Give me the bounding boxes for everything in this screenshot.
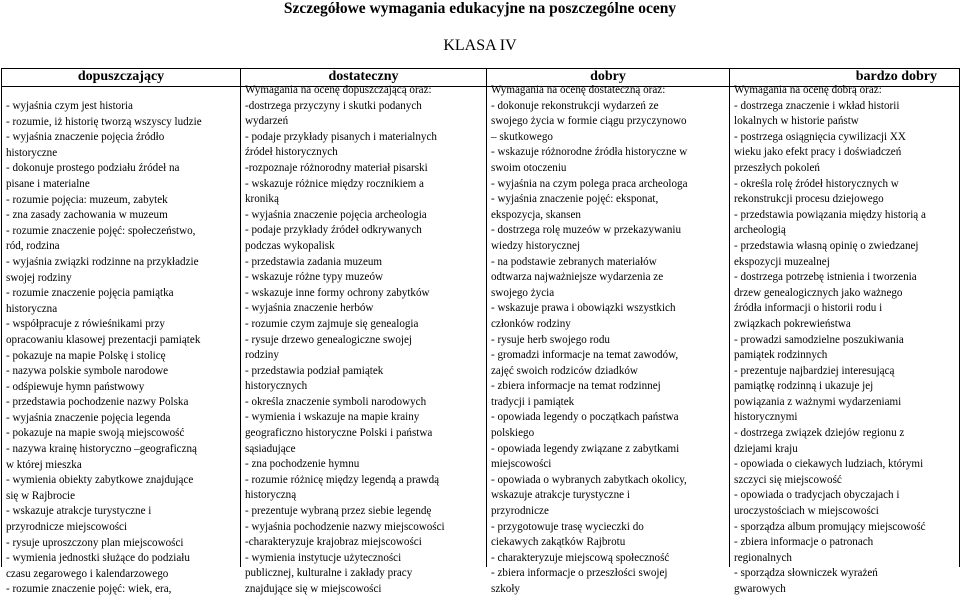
requirement-line: się w Rajbrocie <box>6 489 76 502</box>
requirement-line: wskazuje atrakcje turystyczne i <box>491 489 630 502</box>
requirement-line: historyczna <box>6 302 58 315</box>
requirement-line: - dokonuje prostego podziału źródeł na <box>6 162 180 175</box>
requirement-line: - sporządza album promujący miejscowość <box>734 520 926 533</box>
requirement-line: - wyjaśnia czym jest historia <box>6 100 133 112</box>
requirement-line: - dokonuje rekonstrukcji wydarzeń ze <box>491 99 659 112</box>
requirement-line: - podaje przykłady pisanych i materialnych <box>245 130 437 143</box>
requirement-line: geograficzno historyczne Polski i państwa <box>245 427 433 440</box>
class-heading: KLASA IV <box>443 37 517 54</box>
requirement-line: - podaje przykłady źródeł odkrywanych <box>245 224 422 237</box>
header-bardzo-dobry: bardzo dobry <box>855 69 937 84</box>
requirement-line: szczyci się miejscowość <box>734 473 842 486</box>
column-subheader: Wymagania na ocenę dobrą oraz: <box>734 84 882 96</box>
requirement-line: - rozumie znaczenie pojęć: społeczeństwo, <box>6 224 196 237</box>
requirement-line: ciekawych zakątków Rajbrotu <box>491 536 626 549</box>
column-dopuszczajacy <box>6 99 238 598</box>
requirement-line: - prezentuje wybraną przez siebie legendę <box>245 505 432 518</box>
column-dostateczny <box>245 83 485 598</box>
requirement-line: zajęć swoich rodziców dziadków <box>491 364 638 377</box>
requirement-line: - rysuje uproszczony plan miejscowości <box>6 536 184 549</box>
requirement-line: - opowiada o ciekawych ludziach, którymi <box>734 458 924 471</box>
requirement-line: - wyjaśnia na czym polega praca archeologa <box>491 177 688 190</box>
requirement-line: - wskazuje różnice między rocznikiem a <box>245 177 424 190</box>
requirement-line: sąsiadujące <box>245 442 296 455</box>
requirement-line: – skutkowego <box>491 130 553 143</box>
requirement-line: drzew genealogicznych jako ważnego <box>734 286 903 299</box>
column-subheader: Wymagania na ocenę dopuszczającą oraz: <box>245 84 432 96</box>
requirement-line: - dostrzega rolę muzeów w przekazywaniu <box>491 224 682 237</box>
requirement-line: - rozumie znaczenie pojęć: wiek, era, <box>6 583 172 596</box>
requirement-line: - wyjaśnia znaczenie herbów <box>245 302 374 315</box>
requirement-line: - zbiera informacje na temat rodzinnej <box>491 380 661 393</box>
requirement-line: - opowiada legendy o początkach państwa <box>491 411 679 424</box>
requirement-line: czasu zegarowego i kalendarzowego <box>6 567 169 580</box>
requirement-line: - wskazuje prawa i obowiązki wszystkich <box>491 302 676 315</box>
requirement-line: znajdujące się w miejscowości <box>245 583 382 595</box>
requirement-line: - rozumie, iż historię tworzą wszyscy ludzie <box>6 115 202 128</box>
requirement-line: - wskazuje inne formy ochrony zabytków <box>245 286 430 299</box>
requirement-line: lokalnych w historie państw <box>734 115 859 128</box>
column-bardzo-dobry <box>734 83 958 598</box>
requirement-line: - współpracuje z rówieśnikami przy <box>6 318 165 331</box>
requirement-line: - postrzega osiągnięcia cywilizacji XX <box>734 130 906 143</box>
requirement-line: swoim otoczeniu <box>491 161 567 174</box>
requirement-line: - zbiera informacje o przeszłości swojej <box>491 567 668 580</box>
header-dobry: dobry <box>590 69 626 84</box>
requirement-line: publicznej, kulturalne i zakłady pracy <box>245 567 413 580</box>
requirement-line: - dostrzega potrzebę istnienia i tworzenia <box>734 271 917 284</box>
requirement-line: swojego życia <box>491 286 555 299</box>
requirement-line: źródła informacji o historii rodu i <box>734 302 883 315</box>
requirement-line: opracowaniu klasowej prezentacji pamiątek <box>6 333 201 346</box>
requirement-line: - pokazuje na mapie Polskę i stolicę <box>6 349 166 362</box>
requirement-line: - dostrzega związek dziejów regionu z <box>734 427 905 440</box>
requirement-line: archeologią <box>734 224 786 237</box>
requirement-line: uroczystościach w miejscowości <box>734 505 879 518</box>
requirement-line: - przedstawia powiązania między historią a <box>734 208 926 221</box>
requirement-line: -rozpoznaje różnorodny materiał pisarski <box>245 161 428 174</box>
requirement-line: polskiego <box>491 427 535 440</box>
requirement-line: szkoły <box>491 583 520 595</box>
requirement-line: wydarzeń <box>245 115 289 128</box>
requirement-line: - rozumie pojęcia: muzeum, zabytek <box>6 193 168 206</box>
requirement-line: - prowadzi samodzielne poszukiwania <box>734 333 904 346</box>
column-dobry <box>491 83 728 598</box>
requirement-line: - wskazuje różnorodne źródła historyczne w <box>491 146 688 159</box>
requirement-line: - przedstawia własną opinię o zwiedzanej <box>734 239 919 252</box>
requirement-line: pamiątek rodzinnych <box>734 349 828 362</box>
requirement-line: - przedstawia pochodzenie nazwy Polska <box>6 396 189 409</box>
requirement-line: - rozumie znaczenie pojęcia pamiątka <box>6 287 174 300</box>
requirement-line: odtwarza najważniejsze wydarzenia ze <box>491 271 664 284</box>
requirements-table <box>1 68 960 596</box>
requirement-line: rodziny <box>245 349 279 362</box>
requirement-line: - zna pochodzenie hymnu <box>245 458 360 471</box>
requirement-line: - przedstawia zadania muzeum <box>245 255 383 268</box>
requirement-line: - przygotowuje trasę wycieczki do <box>491 520 644 533</box>
requirement-line: - wskazuje atrakcje turystyczne i <box>6 505 152 518</box>
requirement-line: - wyjaśnia znaczenie pojęć: eksponat, <box>491 193 659 206</box>
requirement-line: - opowiada legendy związane z zabytkami <box>491 442 680 455</box>
requirement-line: pisane i materialne <box>6 177 90 190</box>
requirement-line: - opowiada o tradycjach obyczajach i <box>734 489 900 502</box>
requirement-line: - opowiada o wybranych zabytkach okolicy, <box>491 473 687 486</box>
requirement-line: - wyjaśnia związki rodzinne na przykładzie <box>6 255 199 268</box>
requirement-line: - wyjaśnia znaczenie pojęcia legenda <box>6 411 171 424</box>
requirement-line: kroniką <box>245 193 279 206</box>
header-dostateczny: dostateczny <box>328 69 399 84</box>
requirement-line: historycznymi <box>734 411 798 424</box>
column-divider <box>240 68 241 567</box>
requirement-line: ród, rodzina <box>6 240 60 253</box>
requirement-line: swojego życia w formie ciągu przyczynowo <box>491 115 687 128</box>
requirement-line: dziejami kraju <box>734 442 798 455</box>
requirement-line: podczas wykopalisk <box>245 239 335 252</box>
requirement-line: - rysuje herb swojego rodu <box>491 333 610 346</box>
requirement-line: -charakteryzuje krajobraz miejscowości <box>245 536 422 549</box>
requirement-line: przeszłych pokoleń <box>734 161 820 174</box>
column-subheader: Wymagania na ocenę dostateczną oraz: <box>491 84 666 96</box>
requirement-line: przyrodnicze <box>491 505 549 518</box>
requirement-line: miejscowości <box>491 458 552 471</box>
requirement-line: - wymienia i wskazuje na mapie krainy <box>245 411 420 424</box>
requirement-line: historyczną <box>245 489 297 502</box>
requirement-line: - gromadzi informacje na temat zawodów, <box>491 349 679 362</box>
requirement-line: - wymienia jednostki służące do podziału <box>6 552 190 565</box>
requirement-line: historyczne <box>6 146 58 159</box>
requirement-line: - na podstawie zebranych materiałów <box>491 255 657 268</box>
requirement-line: tradycji i pamiątek <box>491 395 575 408</box>
requirement-line: - charakteryzuje miejscową społeczność <box>491 551 670 564</box>
requirement-line: wiedzy historycznej <box>491 239 581 252</box>
requirement-line: - nazywa krainę historyczno –geograficzną <box>6 443 197 456</box>
requirement-line: - pokazuje na mapie swoją miejscowość <box>6 427 185 440</box>
requirement-line: historycznych <box>245 380 308 393</box>
requirement-line: rekonstrukcji procesu dziejowego <box>734 193 884 206</box>
requirement-line: - zna zasady zachowania w muzeum <box>6 209 168 222</box>
document-title: Szczegółowe wymagania edukacyjne na poszczególne oceny <box>283 0 677 17</box>
requirement-line: ekspozycja, skansen <box>491 208 581 221</box>
requirement-line: - nazywa polskie symbole narodowe <box>6 365 169 378</box>
requirement-line: - sporządza słowniczek wyrażeń <box>734 567 878 580</box>
requirement-line: gwarowych <box>734 583 786 595</box>
requirement-line: - odśpiewuje hymn państwowy <box>6 380 145 393</box>
requirement-line: - rozumie różnicę między legendą a prawdą <box>245 473 440 486</box>
requirement-line: związkach pokrewieństwa <box>734 317 851 330</box>
requirement-line: - zbiera informacje o patronach <box>734 536 874 549</box>
requirement-line: - prezentuje najbardziej interesującą <box>734 364 895 377</box>
header-dopuszczajacy: dopuszczający <box>77 69 165 84</box>
requirement-line: członków rodziny <box>491 317 571 330</box>
requirement-line: ekspozycji muzealnej <box>734 255 830 268</box>
requirement-line: - wymienia instytucje użyteczności <box>245 551 402 564</box>
requirement-line: w której mieszka <box>6 458 82 471</box>
requirement-line: - wyjaśnia znaczenie pojęcia archeologia <box>245 208 427 221</box>
requirement-line: źródeł historycznych <box>245 146 338 159</box>
requirement-line: - określa rolę źródeł historycznych w <box>734 177 899 190</box>
requirement-line: - rozumie czym zajmuje się genealogia <box>245 317 419 330</box>
requirement-line: - wymienia obiekty zabytkowe znajdujące <box>6 474 194 487</box>
requirement-line: -dostrzega przyczyny i skutki podanych <box>245 99 422 112</box>
requirement-line: - określa znaczenie symboli narodowych <box>245 395 427 408</box>
requirement-line: przyrodnicze miejscowości <box>6 521 128 534</box>
requirement-line: - rysuje drzewo genealogiczne swojej <box>245 333 412 346</box>
requirement-line: powiązania z ważnymi wydarzeniami <box>734 395 902 408</box>
requirement-line: regionalnych <box>734 551 792 564</box>
requirement-line: - dostrzega znaczenie i wkład historii <box>734 99 900 112</box>
column-divider <box>729 68 730 567</box>
column-divider <box>486 68 487 567</box>
requirement-line: wieku jako efekt pracy i doświadczeń <box>734 146 902 159</box>
table-border-left <box>1 68 2 567</box>
requirement-line: - wskazuje różne typy muzeów <box>245 271 384 284</box>
requirement-line: - wyjaśnia pochodzenie nazwy miejscowości <box>245 520 445 533</box>
requirement-line: swojej rodziny <box>6 271 72 284</box>
requirement-line: - wyjaśnia znaczenie pojęcia źródło <box>6 131 165 144</box>
requirement-line: pamiątkę rodzinną i ukazuje jej <box>734 380 874 393</box>
requirement-line: - przedstawia podział pamiątek <box>245 364 384 377</box>
